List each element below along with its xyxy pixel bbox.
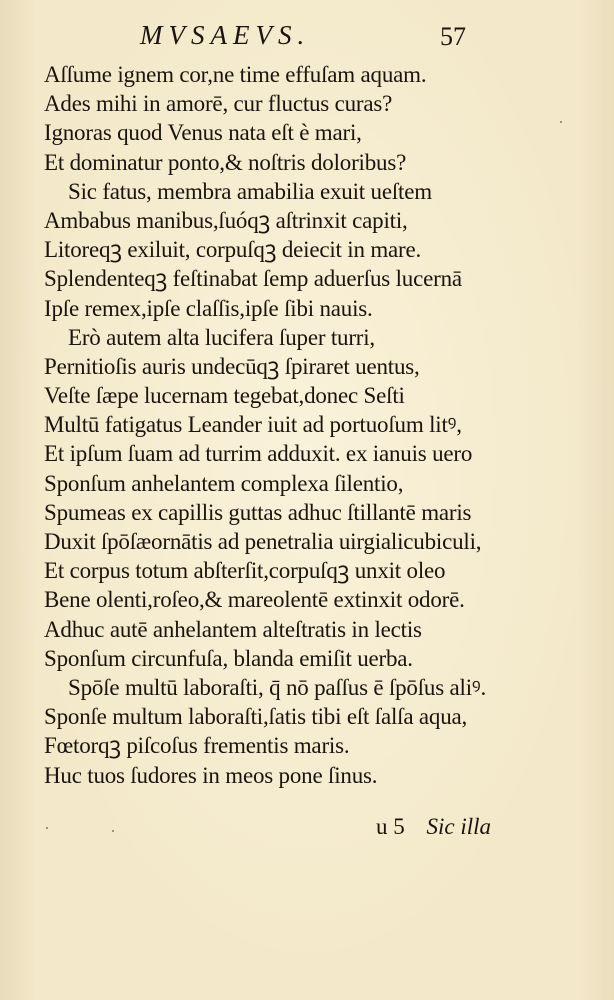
text-line: Ades mihi in amorē, cur fluctus curas? (44, 91, 393, 117)
text-line: Sponſe multum laboraſti,ſatis tibi eſt ſalſa aqua, (44, 704, 468, 730)
text-line: Splendenteqꝫ feſtinabat ſemp aduerſus lucernā (44, 266, 462, 292)
text-line: Bene olenti,roſeo,& mareolentē extinxit odorē. (44, 587, 465, 613)
text-block (44, 60, 584, 790)
text-line: Ignoras quod Venus nata eſt è mari, (44, 120, 362, 146)
text-line: Et ipſum ſuam ad turrim adduxit. ex ianuis uero (44, 441, 473, 467)
text-line: Duxit ſpōſæornātis ad penetralia uirgialicubiculi, (44, 529, 482, 554)
text-line: Multū fatigatus Leander iuit ad portuoſum litꝰ, (44, 412, 462, 438)
text-line: Aſſume ignem cor,ne time effuſam aquam. (44, 62, 427, 87)
text-line: Adhuc autē anhelantem alteſtratis in lectis (44, 616, 422, 642)
ink-speck (46, 827, 48, 829)
page-footer (376, 812, 491, 841)
text-line: Litoreqꝫ exiluit, corpuſqꝫ deiecit in mare. (44, 237, 422, 263)
text-line: Spōſe multū laboraſti, q̄ nō paſſus ē ſpōſus aliꝰ. (68, 674, 487, 700)
text-line: Et corpus totum abſterſit,corpuſqꝫ unxit oleo (44, 558, 446, 584)
page-number: 57 (440, 22, 466, 51)
text-line: Fœtorqꝫ piſcoſus frementis maris. (44, 733, 350, 759)
text-line: Spumeas ex capillis guttas adhuc ſtillantē maris (44, 499, 472, 525)
text-line: Et dominatur ponto,& noſtris doloribus? (44, 149, 407, 175)
text-line: Erò autem alta lucifera ſuper turri, (68, 324, 375, 350)
text-line: Sponſum anhelantem complexa ſilentio, (44, 470, 404, 496)
signature-mark: u 5 (376, 814, 405, 839)
text-line: Ipſe remex,ipſe claſſis,ipſe ſibi nauis. (44, 295, 373, 321)
text-line: Sic fatus, membra amabilia exuit ueſtem (68, 178, 432, 204)
text-line: Sponſum circunfuſa, blanda emiſit uerba. (44, 645, 413, 671)
text-line: Pernitioſis auris undecūqꝫ ſpiraret uentus, (44, 353, 420, 379)
running-head: MVSAEVS. (140, 20, 311, 50)
text-line: Ambabus manibus,ſuóqꝫ aſtrinxit capiti, (44, 207, 408, 233)
ink-speck (560, 121, 562, 123)
catchword: Sic illa (426, 814, 492, 839)
text-line: Veſte ſæpe lucernam tegebat,donec Seſti (44, 383, 405, 409)
ink-speck (112, 830, 114, 832)
text-line: Huc tuos ſudores in meos pone ſinus. (44, 762, 378, 788)
